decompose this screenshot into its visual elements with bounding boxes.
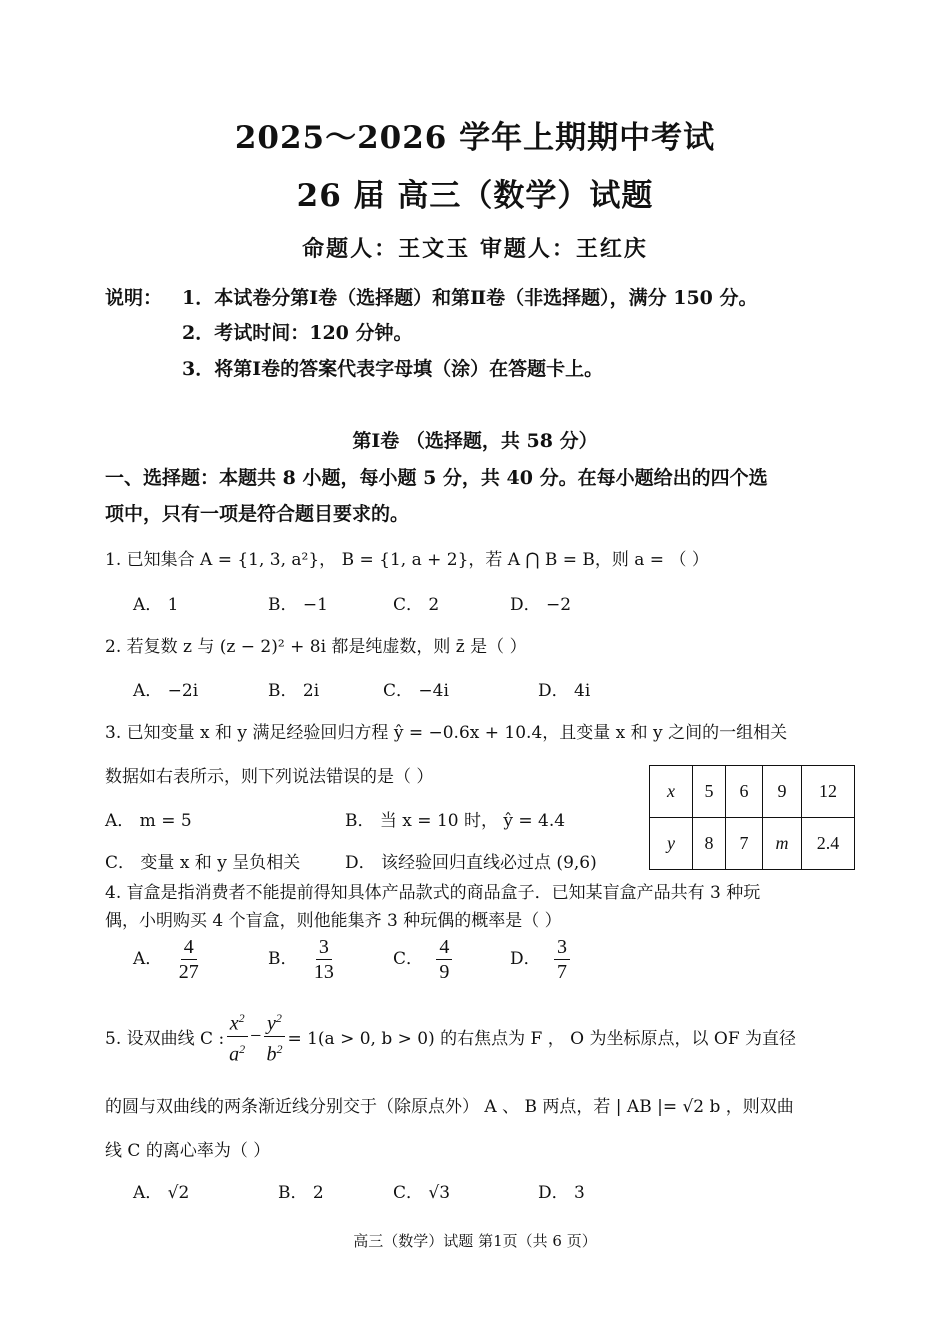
question-5-stem-line2: 的圆与双曲线的两条渐近线分别交于（除原点外） A 、 B 两点，若 | AB |= √2 b ，则双曲 [105, 1097, 794, 1117]
q1-option-b: B． −1 [268, 595, 328, 615]
table-cell: 6 [726, 766, 763, 818]
instruction-item: 3．将第Ⅰ卷的答案代表字母填（涂）在答题卡上。 [182, 358, 604, 380]
q2-option-c: C． −4i [383, 681, 449, 701]
q4-option-d [510, 935, 570, 984]
denominator: 13 [313, 961, 334, 983]
table-cell: 2.4 [802, 818, 855, 870]
numerator: 4 [436, 935, 452, 960]
denominator: 27 [178, 961, 199, 983]
q4-option-c [393, 935, 452, 984]
q5-option-b: B． 2 [278, 1183, 324, 1203]
denominator: 7 [557, 961, 568, 983]
q2-option-a: A． −2i [133, 681, 199, 701]
q5-suffix: = 1(a > 0, b > 0) 的右焦点为 F ， O 为坐标原点，以 OF 为直径 [287, 1028, 797, 1049]
question-4-stem-line2: 偶，小明购买 4 个盲盒，则他能集齐 3 种玩偶的概率是（ ） [105, 911, 562, 931]
exam-subtitle: 26 届 高三（数学）试题 [296, 178, 654, 214]
numerator: 3 [316, 935, 332, 960]
q4-option-c-label: C． [393, 949, 424, 969]
question-4-stem-line1: 4. 盲盒是指消费者不能提前得知具体产品款式的商品盒子．已知某盲盒产品共有 3 种玩 [105, 883, 761, 903]
page-footer: 高三（数学）试题 第1页（共 6 页） [353, 1232, 597, 1250]
part-heading-line1: 一、选择题：本题共 8 小题，每小题 5 分，共 40 分。在每小题给出的四个选 [105, 467, 768, 489]
q5-fraction-y: $\frac{y^2}{b^2}$ [263, 1006, 285, 1066]
q3-option-c: C． 变量 x 和 y 呈负相关 [105, 853, 301, 873]
exam-title: 2025～2026 学年上期期中考试 [234, 120, 716, 156]
q3-option-d: D． 该经验回归直线必过点 (9,6) [345, 853, 597, 873]
instructions-label: 说明： [105, 287, 163, 309]
q5-prefix: 5. 设双曲线 C : [105, 1028, 225, 1049]
q4-option-a-fraction [176, 935, 202, 984]
instruction-item: 2．考试时间：120 分钟。 [182, 322, 413, 344]
table-cell: x [650, 766, 693, 818]
table-cell: y [650, 818, 693, 870]
q4-option-a-label: A． [133, 949, 163, 969]
question-3-stem-line1: 3. 已知变量 x 和 y 满足经验回归方程 ŷ = −0.6x + 10.4，且变量 x 和 y 之间的一组相关 [105, 723, 788, 743]
table-cell: 5 [693, 766, 726, 818]
q4-option-b [268, 935, 337, 984]
table-cell: 9 [763, 766, 802, 818]
q1-option-a: A． 1 [133, 595, 179, 615]
q1-option-c: C． 2 [393, 595, 440, 615]
question-5-stem-line1: 5. 设双曲线 C : $\frac{x^2}{a^2}$ − $\frac{y^2}{b^2}$ = 1(a > 0, b > 0) 的右焦点为 F ， O 为坐标原点，以 OF 为直径 [105, 1006, 796, 1066]
part-heading-line2: 项中，只有一项是符合题目要求的。 [105, 503, 410, 525]
question-1-stem: 1. 已知集合 A = {1, 3, a²}， B = {1, a + 2}，若 A ⋂ B = B，则 a = （ ） [105, 550, 709, 570]
q2-option-b: B． 2i [268, 681, 320, 701]
q1-option-d: D． −2 [510, 595, 572, 615]
question-5-stem-line3: 线 C 的离心率为（ ） [105, 1141, 271, 1161]
exam-authors: 命题人：王文玉 审题人：王红庆 [302, 236, 648, 262]
q4-option-b-label: B． [268, 949, 298, 969]
numerator: 3 [554, 935, 570, 960]
q3-data-table [649, 765, 855, 870]
q4-option-d-fraction [554, 935, 570, 984]
section-heading: 第Ⅰ卷 （选择题，共 58 分） [352, 430, 598, 452]
table-row [650, 766, 855, 818]
instruction-item: 1．本试卷分第Ⅰ卷（选择题）和第Ⅱ卷（非选择题），满分 150 分。 [182, 287, 758, 309]
q2-option-d: D． 4i [538, 681, 591, 701]
numerator: 4 [181, 935, 197, 960]
q4-option-b-fraction [311, 935, 337, 984]
table-cell: m [763, 818, 802, 870]
table-cell: 8 [693, 818, 726, 870]
table-cell: 12 [802, 766, 855, 818]
question-3-stem-line2: 数据如右表所示，则下列说法错误的是（ ） [105, 767, 434, 787]
table-row [650, 818, 855, 870]
q3-option-b: B． 当 x = 10 时， ŷ = 4.4 [345, 811, 566, 831]
q3-option-a: A． m = 5 [105, 811, 192, 831]
q5-option-a: A． √2 [133, 1183, 190, 1203]
question-2-stem: 2. 若复数 z 与 (z − 2)² + 8i 都是纯虚数，则 z̄ 是（ ） [105, 637, 527, 657]
q4-option-d-label: D． [510, 949, 541, 969]
table-cell: 7 [726, 818, 763, 870]
q5-fraction-x: $\frac{x^2}{a^2}$ [226, 1006, 248, 1066]
q5-option-c: C． √3 [393, 1183, 451, 1203]
q4-option-a [133, 935, 202, 984]
q5-option-d: D． 3 [538, 1183, 585, 1203]
q4-option-c-fraction [436, 935, 452, 984]
denominator: 9 [439, 961, 450, 983]
